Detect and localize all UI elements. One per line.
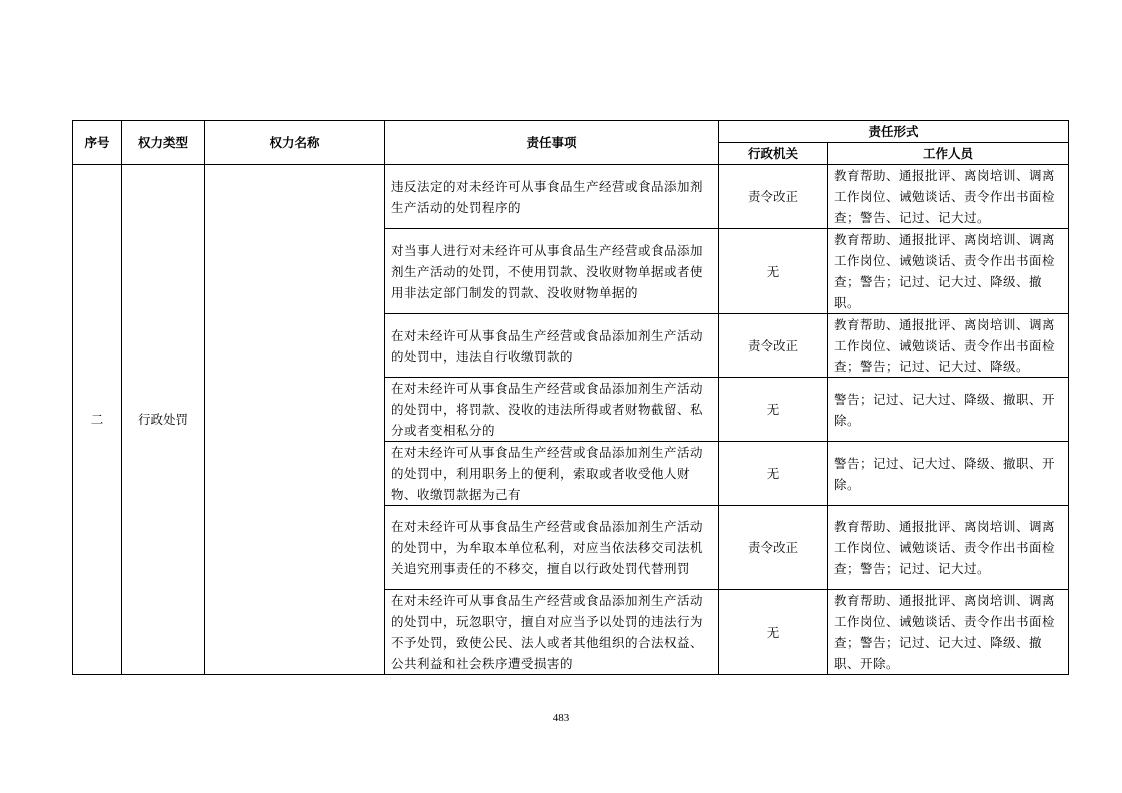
- header-responsibility-form: 责任形式: [719, 121, 1069, 143]
- row-staff: 教育帮助、通报批评、离岗培训、调离工作岗位、诫勉谈话、责令作出书面检查；警告、记过、记大过。: [828, 165, 1069, 229]
- row-matter: 在对未经许可从事食品生产经营或食品添加剂生产活动的处罚中，将罚款、没收的违法所得或者财物截留、私分或者变相私分的: [385, 378, 719, 442]
- row-organ: 无: [719, 229, 828, 314]
- header-responsibility-matter: 责任事项: [385, 121, 719, 165]
- row-staff: 教育帮助、通报批评、离岗培训、调离工作岗位、诫勉谈话、责令作出书面检查；警告；记过、记大过。: [828, 506, 1069, 590]
- header-seq: 序号: [73, 121, 122, 165]
- row-organ: 责令改正: [719, 314, 828, 378]
- row-organ: 无: [719, 442, 828, 506]
- row-organ: 无: [719, 378, 828, 442]
- row-matter: 在对未经许可从事食品生产经营或食品添加剂生产活动的处罚中，为牟取本单位私利，对应当依法移交司法机关追究刑事责任的不移交，擅自以行政处罚代替刑罚: [385, 506, 719, 590]
- header-row-top: [73, 121, 1069, 143]
- header-power-type: 权力类型: [122, 121, 205, 165]
- row-organ: 无: [719, 590, 828, 675]
- group-power-name: [205, 165, 385, 675]
- table-row: [73, 165, 1069, 229]
- header-admin-organ: 行政机关: [719, 143, 828, 165]
- group-power-type: 行政处罚: [122, 165, 205, 675]
- row-staff: 教育帮助、通报批评、离岗培训、调离工作岗位、诫勉谈话、责令作出书面检查；警告；记过、记大过、降级。: [828, 314, 1069, 378]
- row-staff: 教育帮助、通报批评、离岗培训、调离工作岗位、诫勉谈话、责令作出书面检查；警告；记过、记大过、降级、撤职。: [828, 229, 1069, 314]
- row-organ: 责令改正: [719, 165, 828, 229]
- row-matter: 在对未经许可从事食品生产经营或食品添加剂生产活动的处罚中，违法自行收缴罚款的: [385, 314, 719, 378]
- row-matter: 违反法定的对未经许可从事食品生产经营或食品添加剂生产活动的处罚程序的: [385, 165, 719, 229]
- row-staff: 警告；记过、记大过、降级、撤职、开除。: [828, 378, 1069, 442]
- row-matter: 对当事人进行对未经许可从事食品生产经营或食品添加剂生产活动的处罚，不使用罚款、没收财物单据或者使用非法定部门制发的罚款、没收财物单据的: [385, 229, 719, 314]
- header-staff: 工作人员: [828, 143, 1069, 165]
- row-matter: 在对未经许可从事食品生产经营或食品添加剂生产活动的处罚中，玩忽职守，擅自对应当予以处罚的违法行为不予处罚，致使公民、法人或者其他组织的合法权益、公共利益和社会秩序遭受损害的: [385, 590, 719, 675]
- row-staff: 警告；记过、记大过、降级、撤职、开除。: [828, 442, 1069, 506]
- row-staff: 教育帮助、通报批评、离岗培训、调离工作岗位、诫勉谈话、责令作出书面检查；警告；记过、记大过、降级、撤职、开除。: [828, 590, 1069, 675]
- responsibility-table: [72, 120, 1069, 675]
- row-organ: 责令改正: [719, 506, 828, 590]
- group-seq: 二: [73, 165, 122, 675]
- page-number: 483: [552, 712, 570, 724]
- header-power-name: 权力名称: [205, 121, 385, 165]
- row-matter: 在对未经许可从事食品生产经营或食品添加剂生产活动的处罚中，利用职务上的便利，索取或者收受他人财物、收缴罚款据为己有: [385, 442, 719, 506]
